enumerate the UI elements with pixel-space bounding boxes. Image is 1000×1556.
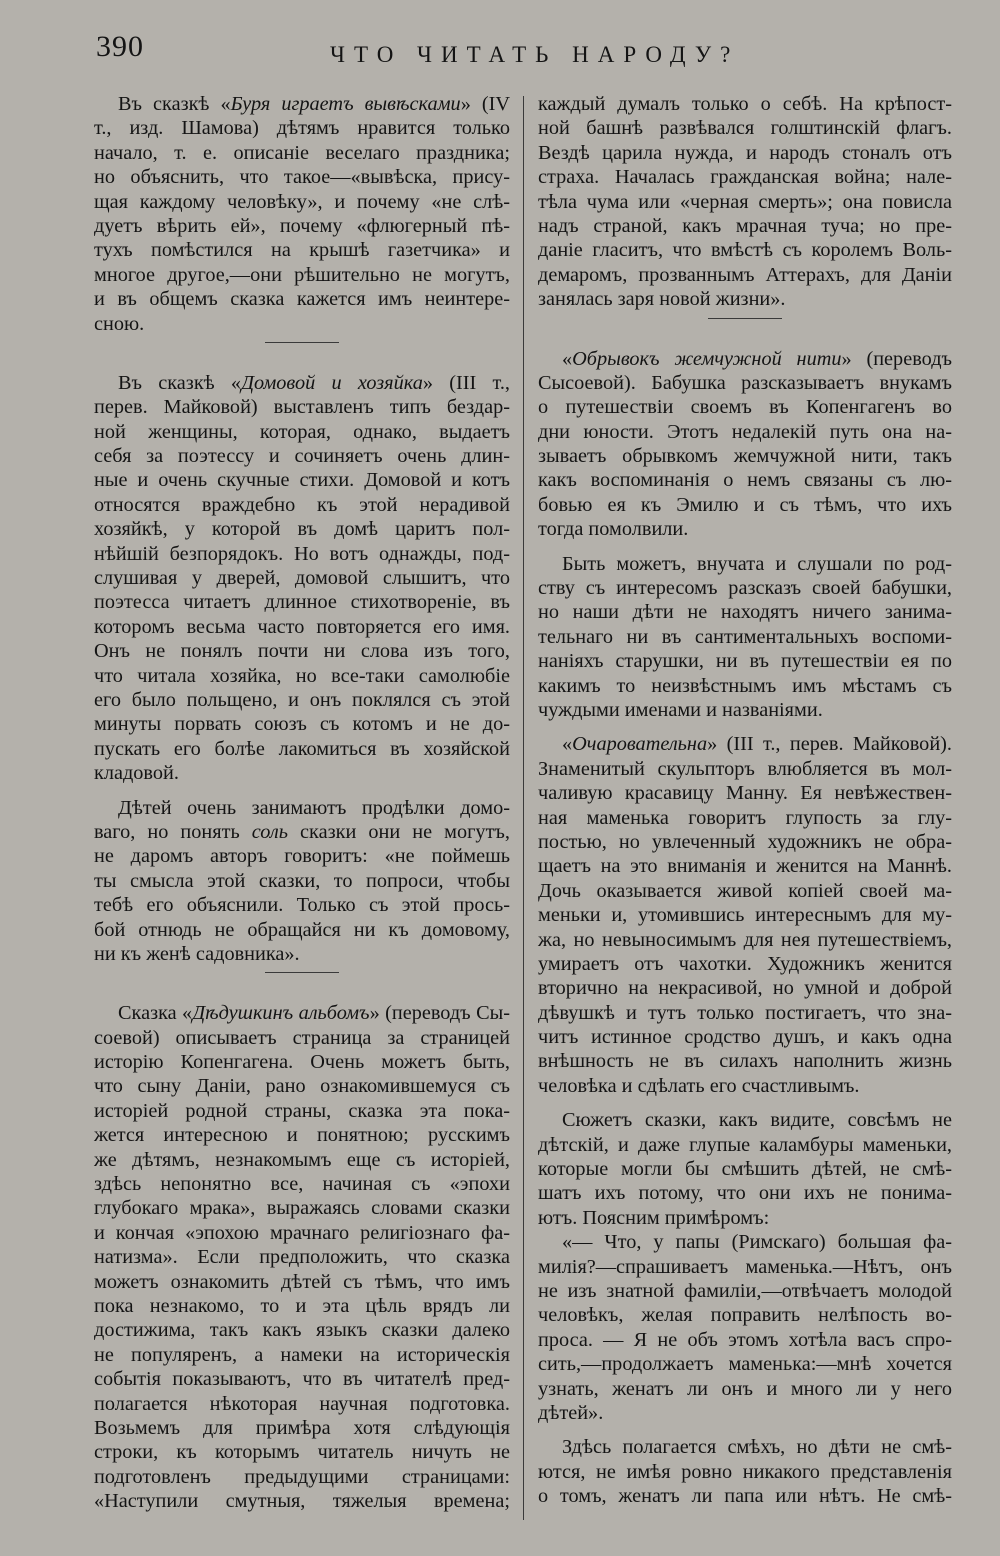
text-line: о путешествіи своемъ въ Копенгагенъ во xyxy=(538,396,952,419)
text-line: Возьмемъ для примѣра хотя слѣдующія xyxy=(94,1416,510,1439)
text-line: шатъ ихъ потому, что они ихъ не понима- xyxy=(538,1182,952,1205)
section-separator xyxy=(265,342,339,343)
text-line: Сюжетъ сказки, какъ видите, совсѣмъ не xyxy=(562,1109,952,1132)
italic-title: Обрывокъ жемчужной нити xyxy=(572,347,842,370)
text-line: соевой) описываетъ страница за страницей xyxy=(94,1026,510,1049)
text-line: человѣкъ, желая поправить нелѣпость во- xyxy=(538,1304,952,1327)
text-line xyxy=(538,347,952,371)
text-line: многое другое,—они рѣшительно не могутъ, xyxy=(94,263,510,286)
text-line: ты смысла этой сказки, то попроси, чтобы xyxy=(94,869,510,892)
paragraph-gap xyxy=(538,1425,952,1435)
text-line: Онъ не понялъ почти ни слова изъ того, xyxy=(94,640,510,663)
text-line: тѣла чума или «черная смерть»; она повисла xyxy=(538,190,952,213)
text-line: о томъ, женатъ ли папа или нѣтъ. Не смѣ- xyxy=(538,1485,952,1508)
text-line: дѣтскій, и даже глупые каламбуры маменьки, xyxy=(538,1133,952,1156)
text-line: подготовленъ предыдущими страницами: xyxy=(94,1465,510,1488)
text-line: ни къ женѣ садовника». xyxy=(94,942,300,965)
text-line: читъ истинное сродство душъ, и какъ одна xyxy=(538,1026,952,1049)
text-line: перев. Майковой) выставленъ типъ бездар- xyxy=(94,396,510,419)
text-segment: Сказка « xyxy=(118,1002,193,1025)
text-line: поэтесса читаетъ длинное стихотвореніе, въ xyxy=(94,591,510,614)
paragraph-gap xyxy=(538,1098,952,1108)
text-segment: Въ сказкѣ « xyxy=(118,371,242,394)
text-line: т., изд. Шамова) дѣтямъ нравится только xyxy=(94,117,510,140)
text-line: относятся враждебно къ этой нерадивой xyxy=(94,493,510,516)
text-segment: » (III т., xyxy=(422,371,510,394)
text-line: пока незнакомо, то и эта цѣль врядъ ли xyxy=(94,1294,510,1317)
text-line: Вездѣ царила нужда, и народъ стоналъ отъ xyxy=(538,141,952,164)
text-line: бой отнюдь не обращайся ни къ домовому, xyxy=(94,918,510,941)
italic-title: Дѣдушкинъ альбомъ xyxy=(192,1002,370,1025)
text-line: Быть можетъ, внучата и слушали по род- xyxy=(562,552,952,575)
text-line xyxy=(94,371,510,395)
text-line: тебѣ его объяснили. Только съ этой прось- xyxy=(94,894,510,917)
text-line: минуты порвать союзъ съ котомъ и не до- xyxy=(94,713,510,736)
text-line: демаромъ, прозваннымъ Аттерахъ, для Даніи xyxy=(538,263,952,286)
text-line: постью, но увлеченный художникъ не обра- xyxy=(538,830,952,853)
text-line: жа, но невыносимымъ для нея путешествіемъ, xyxy=(538,928,952,951)
text-line: кладовой. xyxy=(94,762,179,785)
text-line: исторіей родной страны, сказка эта пока- xyxy=(94,1099,510,1122)
text-line: наніяхъ старушки, ни въ путешествіи ея по xyxy=(538,650,952,673)
text-segment: сказки они не могутъ, xyxy=(287,820,510,843)
paragraph-gap xyxy=(538,542,952,552)
text-line: которомъ весьма часто повторяется его имя. xyxy=(94,615,510,638)
text-segment: » (III т., перев. Майковой). xyxy=(707,733,952,756)
text-line: но наши дѣти не находятъ ничего занима- xyxy=(538,601,952,624)
text-line: ются, не имѣя ровно никакого представленія xyxy=(538,1460,952,1483)
text-line: щаетъ на это вниманія и женится на Маннѣ. xyxy=(538,855,952,878)
text-line: умираетъ отъ чахотки. Художникъ женится xyxy=(538,952,952,975)
text-line: дни юности. Этотъ недалекій путь она на- xyxy=(538,420,952,443)
text-line: можетъ ознакомить дѣтей съ тѣмъ, что имъ xyxy=(94,1270,510,1293)
text-line xyxy=(94,1001,510,1025)
text-line: зываетъ обрывкомъ жемчужной нити, такъ xyxy=(538,445,952,468)
text-line: человѣка и сдѣлать его счастливымъ. xyxy=(538,1074,860,1097)
text-line: надъ страной, какъ мрачная туча; но пре- xyxy=(538,214,952,237)
text-line: даніе гласитъ, что вмѣстѣ съ королемъ Воль- xyxy=(538,239,952,262)
text-line: начало, т. е. описаніе веселаго праздника; xyxy=(94,141,510,164)
text-line: тогда помолвили. xyxy=(538,518,689,541)
text-line: тельнаго ни въ сантиментальныхъ воспоми- xyxy=(538,625,952,648)
text-line: ной женщины, которая, однако, выдаетъ xyxy=(94,420,510,443)
text-line: Сысоевой). Бабушка разсказываетъ внукамъ xyxy=(538,371,952,394)
text-line: дѣвушкѣ и тутъ только постигаетъ, что зна- xyxy=(538,1001,952,1024)
text-line: ная маменька говоритъ глупость за глу- xyxy=(538,806,952,829)
text-line: Знаменитый скульпторъ влюбляется въ мол- xyxy=(538,757,952,780)
text-line: Дѣтей очень занимаютъ продѣлки домо- xyxy=(118,796,510,819)
text-line: «— Что, у папы (Римскаго) большая фа- xyxy=(562,1231,952,1254)
text-line: его было польщено, и онъ поклялся съ этой xyxy=(94,688,510,711)
text-line: «Наступили смутныя, тяжелыя времена; xyxy=(94,1490,510,1513)
text-line: чаливую красавицу Манну. Ея невѣжествен- xyxy=(538,782,952,805)
text-line: Дочь оказывается живой копіей своей ма- xyxy=(538,879,952,902)
text-line: сить,—продолжаетъ маменька:—мнѣ хочется xyxy=(538,1353,952,1376)
text-segment: Въ сказкѣ « xyxy=(118,93,231,115)
column-divider xyxy=(523,96,524,1520)
text-line: и кончая «эпохою мрачнаго религіознаго фа- xyxy=(94,1221,510,1244)
italic-title: Домовой и хозяйка xyxy=(241,371,423,394)
text-line: какимъ то неизвѣстнымъ имъ мѣстамъ съ xyxy=(538,674,952,697)
paragraph-gap xyxy=(538,722,952,732)
text-line: достижима, такъ какъ языкъ сказки далеко xyxy=(94,1319,510,1342)
text-line: щая каждому человѣку», и почему «не слѣ- xyxy=(94,190,510,213)
text-line: хозяйкѣ, у которой въ домѣ царитъ пол- xyxy=(94,518,510,541)
text-segment: « xyxy=(562,347,573,370)
text-line: дѣтей». xyxy=(538,1401,604,1424)
text-line: ютъ. Поясним примѣромъ: xyxy=(538,1206,770,1229)
running-head: ЧТО ЧИТАТЬ НАРОДУ? xyxy=(330,42,740,67)
text-line: каждый думалъ только о себѣ. На крѣпост- xyxy=(538,93,952,115)
text-line: Здѣсь полагается смѣхъ, но дѣти не смѣ- xyxy=(562,1436,952,1459)
italic-title: соль xyxy=(251,820,288,843)
text-line: проса. — Я не объ этомъ хотѣла васъ спро- xyxy=(538,1328,952,1351)
text-line xyxy=(538,732,952,756)
text-segment: » (переводъ xyxy=(841,347,953,370)
text-line: строки, къ которымъ читатель ничуть не xyxy=(94,1441,510,1464)
text-segment: » (IV xyxy=(460,93,510,115)
text-line xyxy=(94,92,510,116)
text-line: себя за поэтессу и сочиняетъ очень длин- xyxy=(94,445,510,468)
text-line: но объяснить, что такое—«вывѣска, прису- xyxy=(94,166,510,189)
text-line: дуетъ вѣрить ей», почему «флюгерный пѣ- xyxy=(94,214,510,237)
text-line: узнать, женатъ ли онъ и много ли у него xyxy=(538,1377,952,1400)
text-line: милія?—спрашиваетъ маменька.—Нѣтъ, онъ xyxy=(538,1255,952,1278)
text-line: ной башнѣ развѣвался голштинскій флагъ. xyxy=(538,117,952,140)
text-line: же дѣтямъ, незнакомымъ еще съ исторіей, xyxy=(94,1148,510,1171)
text-line: меньки и, утомившись интереснымъ для му- xyxy=(538,904,952,927)
text-line: и въ общемъ сказка кажется имъ неинтере- xyxy=(94,288,510,311)
italic-title: Очаровательна xyxy=(572,733,708,756)
italic-title: Буря играетъ вывѣсками xyxy=(230,93,461,115)
text-line: ству съ интересомъ разсказъ своей бабушки, xyxy=(538,577,952,600)
text-line: страха. Началась гражданская война; нале- xyxy=(538,166,952,189)
text-line xyxy=(94,820,510,844)
section-separator xyxy=(265,972,339,973)
text-line: тухъ помѣстился на крышѣ газетчика» и xyxy=(94,239,510,262)
right-text-column xyxy=(538,92,952,1508)
text-line: не даромъ авторъ говоритъ: «не поймешь xyxy=(94,845,510,868)
text-line: чуждыми именами и названіями. xyxy=(538,698,823,721)
text-line: какъ воспоминанія о немъ связаны съ лю- xyxy=(538,469,952,492)
text-line: сною. xyxy=(94,312,145,335)
text-line: слушивая у дверей, домовой слышитъ, что xyxy=(94,567,510,590)
text-line: что читала хозяйка, но все-таки самолюбіе xyxy=(94,664,510,687)
text-line: полагается нѣкоторая научная подготовка. xyxy=(94,1392,510,1415)
text-line: бовью ея къ Эмилю и съ тѣмъ, что ихъ xyxy=(538,493,952,516)
left-text-column xyxy=(94,92,510,1513)
text-line: ные и очень скучные стихи. Домовой и котъ xyxy=(94,469,510,492)
text-line: пускать его болѣе лакомиться въ хозяйской xyxy=(94,737,510,760)
text-line: натизма». Если предположить, что сказка xyxy=(94,1246,510,1269)
text-line: не популяренъ, а намеки на историческія xyxy=(94,1343,510,1366)
text-line: глубокаго мрака», выражаясь словами сказки xyxy=(94,1197,510,1220)
page-number: 390 xyxy=(96,30,144,63)
text-line: что сыну Даніи, рано ознакомившемуся съ xyxy=(94,1075,510,1098)
text-line: занялась заря новой жизни». xyxy=(538,288,786,311)
text-line: внѣшность не въ силахъ наполнить жизнь xyxy=(538,1050,952,1073)
text-line: жется интересною и понятною; русскимъ xyxy=(94,1124,510,1147)
text-segment: » (переводъ Сы- xyxy=(369,1002,510,1025)
text-line: не изъ знатной фамиліи,—отвѣчаетъ молодой xyxy=(538,1279,952,1302)
text-line: событія показываютъ, что въ читателѣ пред- xyxy=(94,1368,510,1391)
text-segment: « xyxy=(562,733,573,756)
text-line: которые могли бы смѣшить дѣтей, не смѣ- xyxy=(538,1158,952,1181)
text-line: нѣйшій безпорядокъ. Но вотъ однажды, под- xyxy=(94,542,510,565)
text-line: вторично на некрасивой, но умной и доброй xyxy=(538,977,952,1000)
text-line: исторію Копенгагена. Очень можетъ быть, xyxy=(94,1051,510,1074)
section-separator xyxy=(708,318,782,319)
paragraph-gap xyxy=(94,786,510,796)
text-line: здѣсь непонятно все, начиная съ «эпохи xyxy=(94,1173,510,1196)
text-segment: ваго, но понять xyxy=(94,820,252,843)
